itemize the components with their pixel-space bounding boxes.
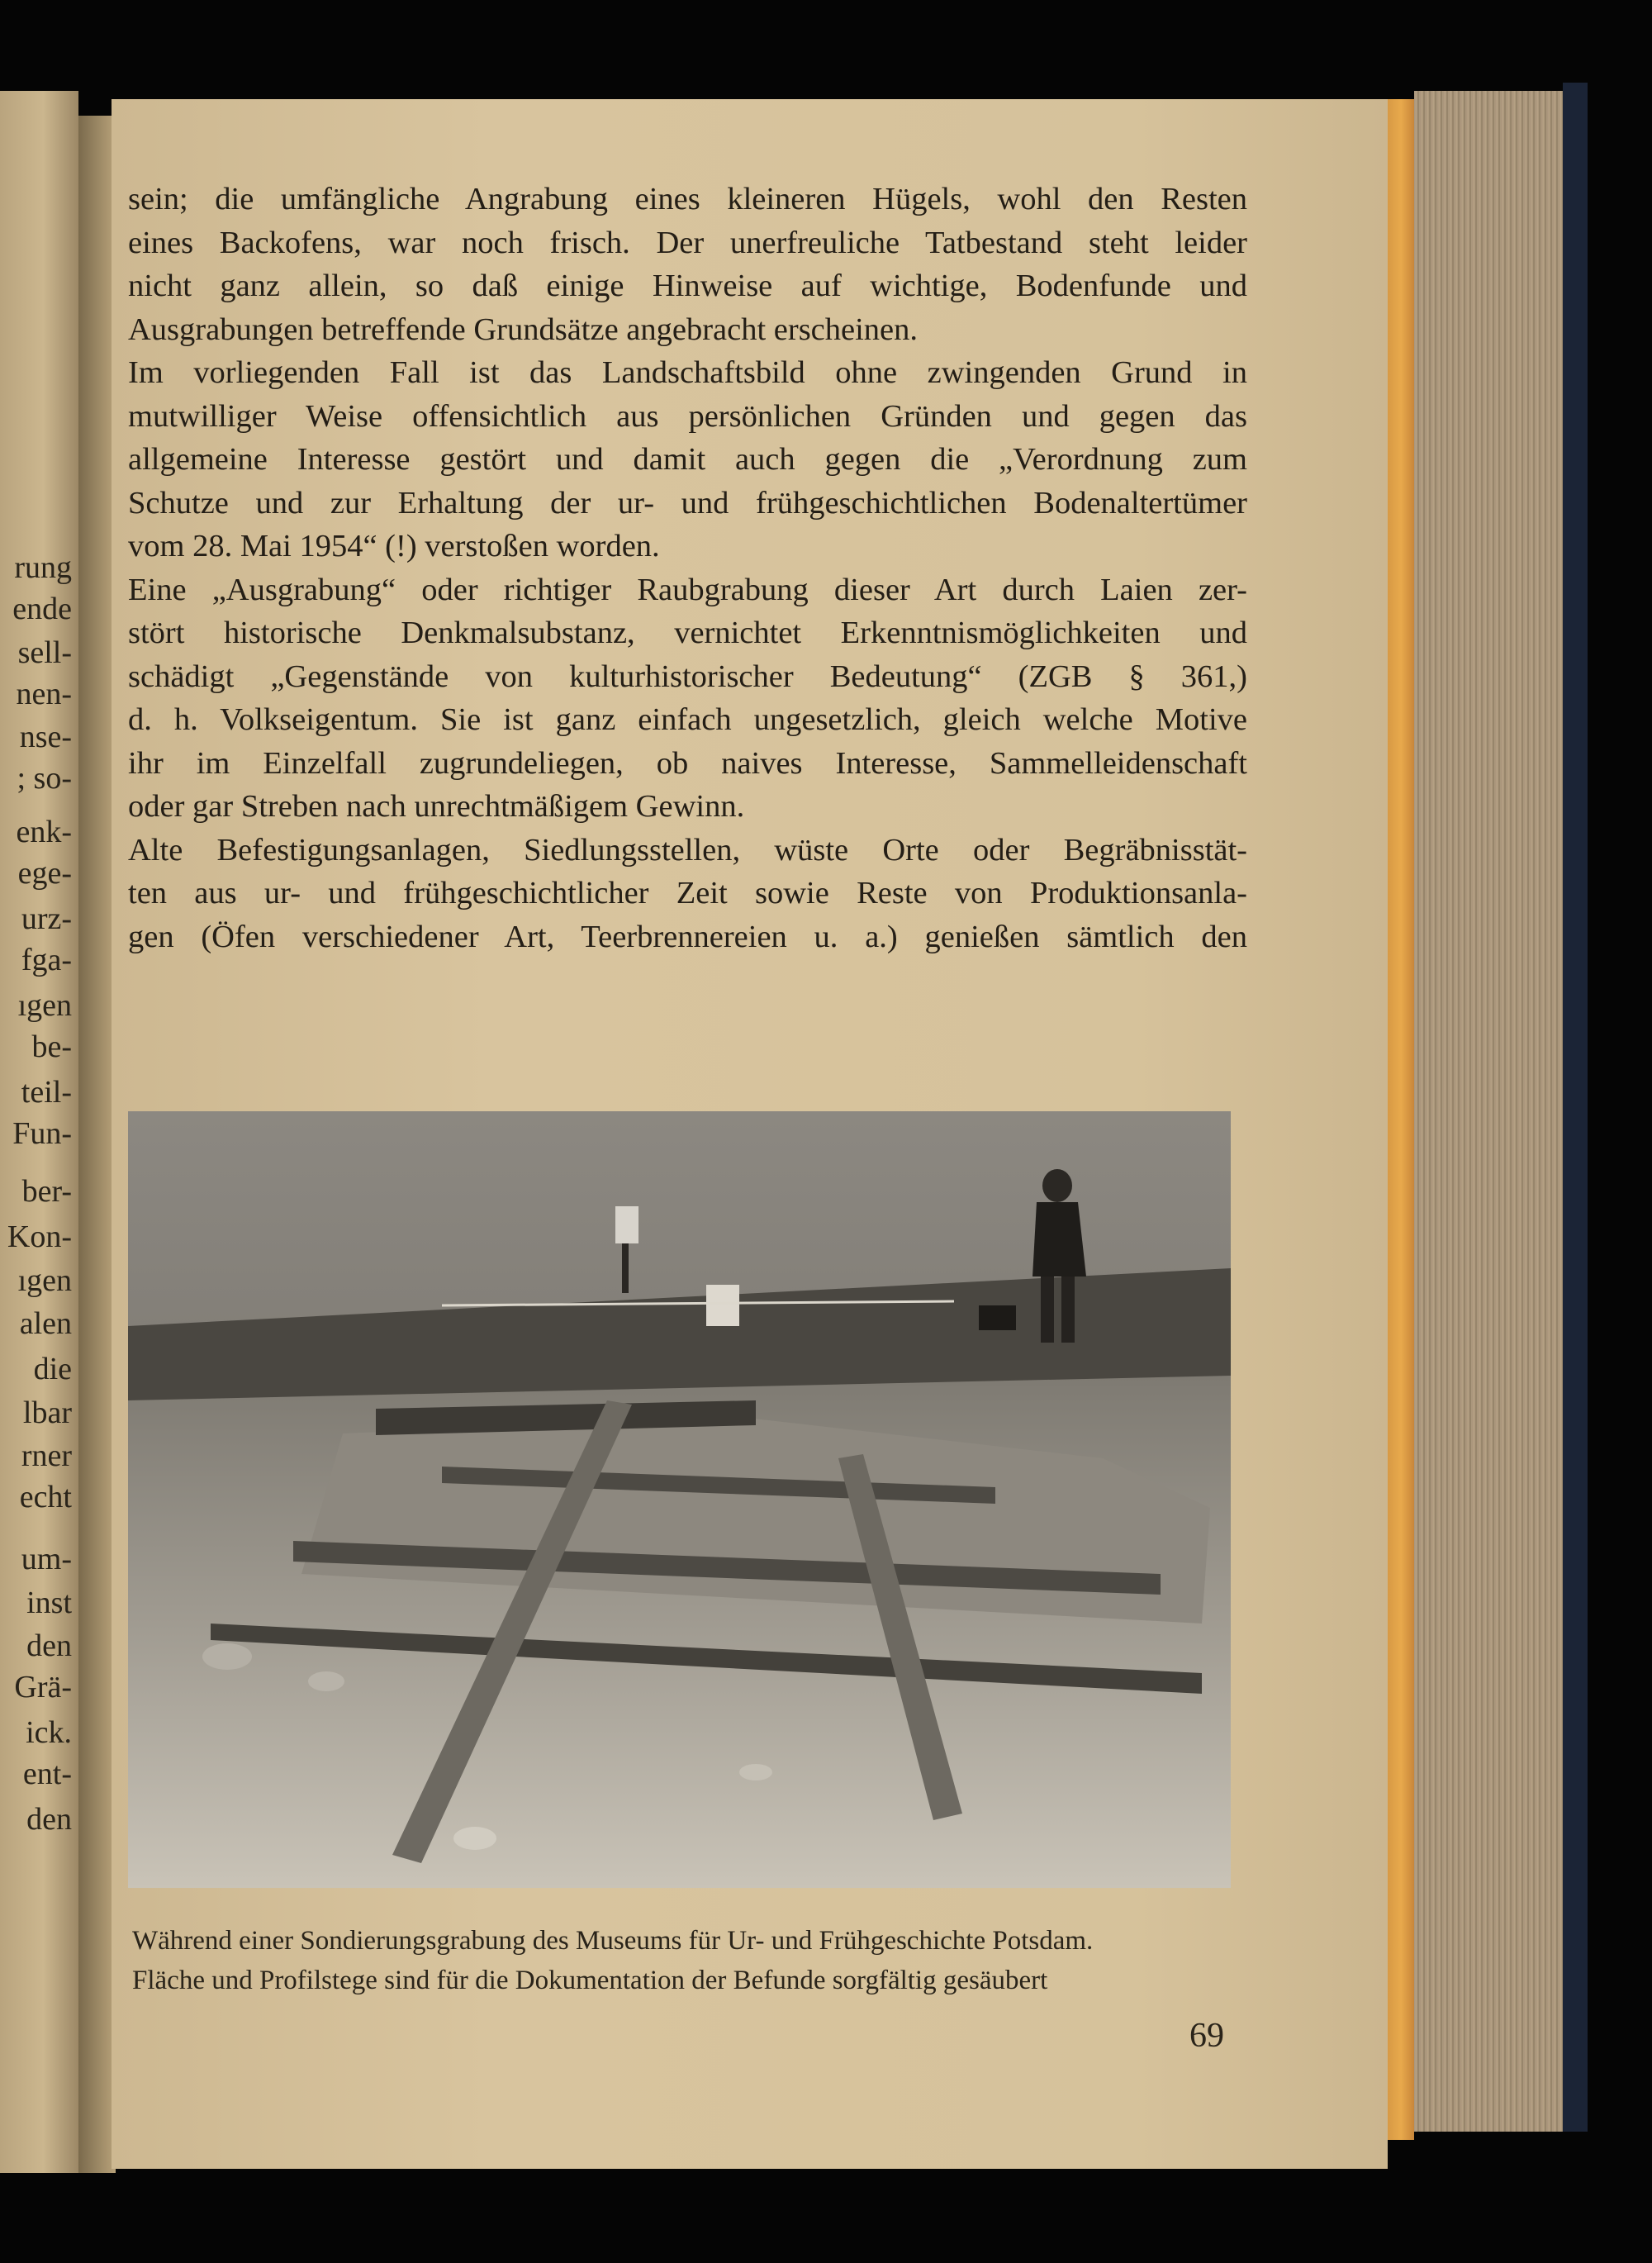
- text-line: nicht ganz allein, so daß einige Hinweise auf wichtige, Bodenfunde und: [128, 269, 1247, 303]
- book-cover-edge: [1563, 83, 1588, 2132]
- previous-page-fragment: rung: [14, 550, 72, 585]
- previous-page-fragment: nen-: [16, 677, 72, 711]
- text-line: oder gar Streben nach unrechtmäßigem Gewinn.: [128, 789, 745, 824]
- text-line: allgemeine Interesse gestört und damit auch gegen die „Verordnung zum: [128, 442, 1247, 477]
- previous-page-fragment: be-: [31, 1029, 72, 1064]
- text-line: Im vorliegenden Fall ist das Landschaftsbild ohne zwingenden Grund in: [128, 355, 1247, 390]
- text-line: Eine „Ausgrabung“ oder richtiger Raubgrabung dieser Art durch Laien zer-: [128, 572, 1247, 607]
- previous-page-fragment: Grä-: [14, 1670, 72, 1704]
- text-line: Alte Befestigungsanlagen, Siedlungsstellen, wüste Orte oder Begräbnisstät-: [128, 832, 1247, 868]
- previous-page-fragment: ; so-: [17, 761, 72, 796]
- page-number: 69: [1189, 2017, 1224, 2055]
- previous-page-fragment: fga-: [21, 943, 72, 977]
- excavation-photo: [128, 1111, 1231, 1888]
- previous-page-fragment: ıgen: [17, 1263, 72, 1298]
- caption-line: Fläche und Profilstege sind für die Dokumentation der Befunde sorgfältig gesäubert: [132, 1966, 1048, 1995]
- previous-page-fragment: teil-: [21, 1075, 72, 1110]
- text-line: ten aus ur- und frühgeschichtlicher Zeit sowie Reste von Produktionsanla-: [128, 876, 1247, 910]
- previous-page-fragment: urz-: [21, 901, 72, 936]
- previous-page-fragment: rner: [21, 1438, 72, 1473]
- previous-page-fragment: die: [33, 1352, 72, 1386]
- text-line: mutwilliger Weise offensichtlich aus persönlichen Gründen und gegen das: [128, 398, 1247, 434]
- previous-page-fragment: Kon-: [7, 1219, 72, 1254]
- previous-page-fragment: ber-: [21, 1174, 72, 1209]
- page-edge-orange: [1388, 99, 1414, 2140]
- text-line: gen (Öfen verschiedener Art, Teerbrennereien u. a.) genießen sämtlich den: [128, 919, 1247, 954]
- caption-line: Während einer Sondierungsgrabung des Museums für Ur- und Frühgeschichte Potsdam.: [132, 1926, 1094, 1956]
- previous-page-fragment: ege-: [17, 856, 72, 891]
- previous-page-fragment: ıgen: [17, 988, 72, 1023]
- excavation-photo-drawing: [128, 1111, 1231, 1888]
- previous-page-fragment: den: [26, 1802, 72, 1837]
- previous-page-fragment: inst: [26, 1586, 72, 1620]
- previous-page-fragment: Fun-: [12, 1116, 72, 1151]
- body-text: [128, 178, 1247, 958]
- previous-page-fragment: alen: [19, 1306, 72, 1341]
- previous-page-fragment: ick.: [26, 1715, 72, 1750]
- text-line: sein; die umfängliche Angrabung eines kleineren Hügels, wohl den Resten: [128, 182, 1247, 216]
- previous-page-fragment: sell-: [17, 635, 72, 670]
- text-line: schädigt „Gegenstände von kulturhistorischer Bedeutung“ (ZGB § 361,): [128, 658, 1247, 694]
- previous-page-fragment: lbar: [22, 1395, 72, 1430]
- figure-caption: [132, 1921, 1243, 2000]
- text-line: vom 28. Mai 1954“ (!) verstoßen worden.: [128, 529, 660, 563]
- previous-page-fragment: echt: [19, 1480, 72, 1514]
- previous-page-fragment: ende: [12, 592, 72, 626]
- text-line: d. h. Volkseigentum. Sie ist ganz einfach ungesetzlich, gleich welche Motive: [128, 702, 1247, 737]
- text-line: eines Backofens, war noch frisch. Der unerfreuliche Tatbestand steht leider: [128, 225, 1247, 260]
- text-line: ihr im Einzelfall zugrundeliegen, ob naives Interesse, Sammelleidenschaft: [128, 745, 1247, 781]
- previous-page-fragment: enk-: [16, 815, 72, 849]
- previous-page-fragment: den: [26, 1628, 72, 1663]
- text-line: Schutze und zur Erhaltung der ur- und frühgeschichtlichen Bodenaltertümer: [128, 485, 1247, 521]
- previous-page-fragment: nse-: [19, 720, 72, 754]
- previous-page-fragment: um-: [21, 1542, 72, 1576]
- text-line: stört historische Denkmalsubstanz, vernichtet Erkenntnismöglichkeiten und: [128, 616, 1247, 650]
- book-gutter: [78, 116, 116, 2173]
- previous-page-fragment: ent-: [22, 1757, 72, 1791]
- page-block-edge: [1414, 91, 1563, 2132]
- previous-page: [0, 91, 78, 2173]
- text-line: Ausgrabungen betreffende Grundsätze angebracht erscheinen.: [128, 311, 919, 347]
